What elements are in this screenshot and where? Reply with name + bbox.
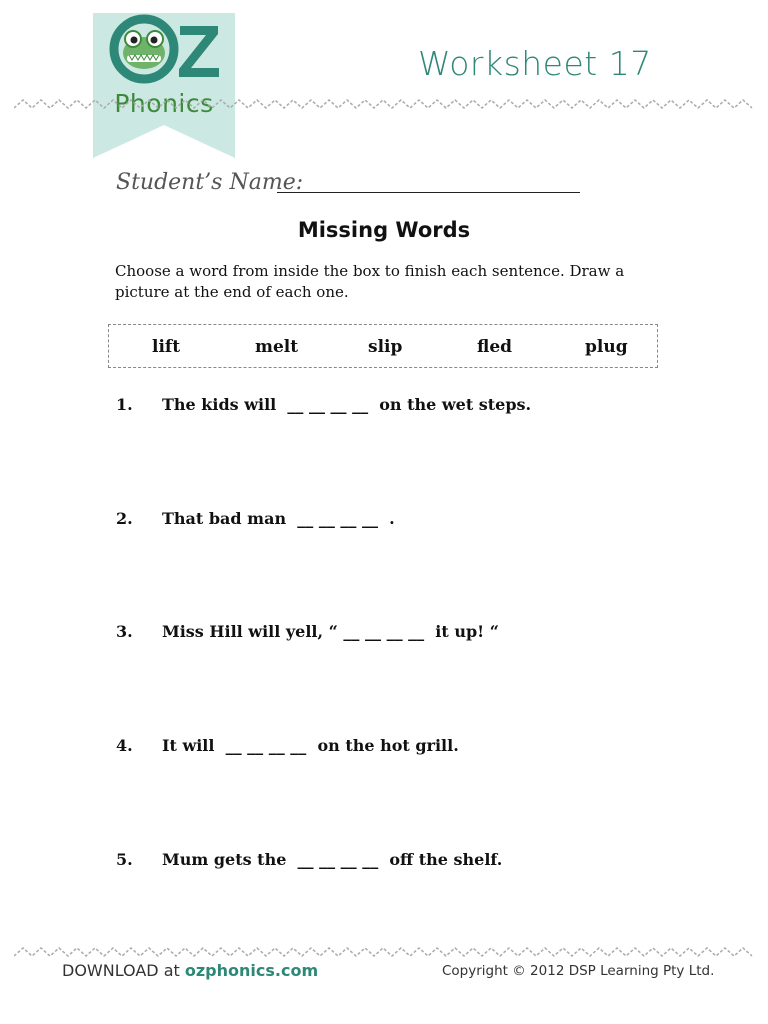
item-sentence: The kids will __ __ __ __ on the wet steps. xyxy=(162,395,532,414)
section-title: Missing Words xyxy=(297,218,471,242)
student-name-label: Student’s Name: xyxy=(116,170,304,195)
item-number: 3. xyxy=(116,622,133,641)
footer-download-prefix: DOWNLOAD at xyxy=(62,961,185,980)
worksheet-title: Worksheet 17 xyxy=(418,44,652,83)
word-bank-item: fled xyxy=(477,337,513,357)
item-sentence: Mum gets the __ __ __ __ off the shelf. xyxy=(162,850,503,869)
zigzag-divider-bottom xyxy=(14,946,754,958)
item-number: 2. xyxy=(116,509,133,528)
item-number: 5. xyxy=(116,850,133,869)
ribbon-logo-shape xyxy=(93,13,235,158)
zigzag-divider-top xyxy=(14,98,754,110)
word-bank-item: slip xyxy=(368,337,403,357)
item-number: 4. xyxy=(116,736,133,755)
item-sentence: That bad man __ __ __ __ . xyxy=(162,509,395,528)
item-sentence: It will __ __ __ __ on the hot grill. xyxy=(162,736,459,755)
word-bank-item: melt xyxy=(255,337,299,357)
item-sentence: Miss Hill will yell, “ __ __ __ __ it up! “ xyxy=(162,622,499,641)
footer-copyright: Copyright © 2012 DSP Learning Pty Ltd. xyxy=(442,963,715,979)
student-name-line[interactable] xyxy=(277,192,580,193)
word-bank-item: plug xyxy=(585,337,628,357)
logo-phonics-text: Phonics xyxy=(114,89,214,118)
instructions: Choose a word from inside the box to finish each sentence. Draw a picture at the end of each one. xyxy=(115,262,625,301)
footer-download-link[interactable]: ozphonics.com xyxy=(184,961,319,980)
word-bank-item: lift xyxy=(152,337,181,357)
item-number: 1. xyxy=(116,395,133,414)
footer-download xyxy=(62,961,318,980)
word-bank-box xyxy=(108,324,658,368)
oz-phonics-logo xyxy=(93,13,235,158)
